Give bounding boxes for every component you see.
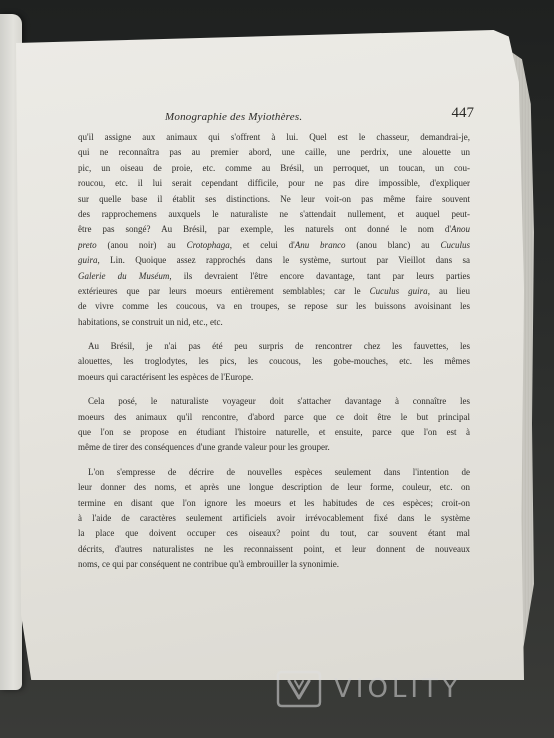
- body-text: [78, 130, 470, 582]
- text-segment: qui ne reconnaîtra pas au premier abord, une caille, une perdrix, une alouette un: [78, 147, 470, 158]
- text-line: [78, 526, 470, 541]
- text-segment: leur donner des noms, et après une longue description de leur forme, couleur, etc. on: [78, 482, 470, 493]
- text-segment: , ils devraient l'être encore davantage, tant par leurs parties: [169, 270, 470, 281]
- text-segment: des rapprochemens auxquels le naturaliste ne s'attendait nullement, et auquel peut-: [78, 208, 470, 219]
- text-line: [78, 176, 470, 191]
- text-line: [78, 192, 470, 207]
- text-segment: roucou, etc. il lui serait cependant difficile, pour ne pas dire impossible, d'expliquer: [78, 178, 470, 189]
- text-segment: noms, ce qui par conséquent ne contribue qu'à embrouiller la synonimie.: [78, 559, 340, 570]
- text-line: [78, 145, 470, 160]
- text-segment: que l'on se propose en étudiant l'histoire naturelle, et ensuite, parce que l'on est à: [78, 427, 470, 438]
- text-segment: alouettes, les troglodytes, les pics, les coucous, les gobe-mouches, etc. les mêmes: [78, 356, 470, 367]
- text-line: [78, 238, 470, 253]
- text-line: [78, 370, 470, 385]
- text-segment: , Lin. Quoique assez rapprochés dans le système, surtout par Vieillot dans sa: [97, 255, 470, 266]
- text-segment: la place que doivent occuper ces oiseaux? point du tout, car souvent étant mal: [78, 528, 470, 539]
- text-line: [78, 394, 470, 409]
- italic-term: guira: [78, 255, 98, 266]
- text-line: [78, 299, 470, 314]
- text-segment: , et celui d': [229, 239, 295, 250]
- italic-term: Anu branco: [294, 239, 346, 250]
- text-segment: sur quelle base il établit ses distinctions. Ne leur voit-on pas même faire souvent: [78, 193, 470, 204]
- text-line: [78, 253, 470, 268]
- text-line: [78, 315, 470, 330]
- text-segment: (anou noir) au: [96, 239, 187, 250]
- italic-term: preto: [78, 239, 97, 250]
- text-segment: de vivre comme les coucous, va en troupes, se repose sur les buissons avoisinant les: [78, 301, 470, 312]
- violity-logo-icon: [276, 670, 322, 708]
- italic-term: Galerie du Muséum: [78, 270, 170, 281]
- text-segment: termine en disant que l'on ignore les moeurs et les habitudes de ces espèces; croit-on: [78, 497, 470, 508]
- paragraph: [78, 394, 470, 456]
- text-line: [78, 284, 470, 299]
- paragraph: [78, 465, 470, 573]
- text-segment: pic, un oiseau de proie, etc. comme au Brésil, un perroquet, un toucan, un cou-: [78, 162, 470, 173]
- text-line: [78, 496, 470, 511]
- text-segment: , au lieu: [427, 285, 470, 296]
- text-line: [78, 130, 470, 145]
- text-segment: (anou blanc) au: [345, 239, 441, 250]
- page-header: [70, 105, 490, 131]
- text-segment: moeurs des animaux qu'il rencontre, d'abord parce que ce doit être le but principal: [78, 411, 470, 422]
- text-line: [78, 425, 470, 440]
- text-line: [78, 269, 470, 284]
- text-segment: Au Brésil, je n'ai pas été peu surpris de rencontrer chez les fauvettes, les: [88, 341, 470, 352]
- italic-term: Anou: [451, 224, 470, 235]
- text-line: [78, 410, 470, 425]
- text-line: [78, 542, 470, 557]
- italic-term: Cuculus: [440, 239, 470, 250]
- text-line: [78, 354, 470, 369]
- text-line: [78, 440, 470, 455]
- text-line: [78, 207, 470, 222]
- text-line: [78, 480, 470, 495]
- text-segment: décrits, d'autres naturalistes ne les reconnaissent point, et leur donnent de nouveaux: [78, 543, 470, 554]
- text-segment: être pas songé? Au Brésil, par exemple, les naturels ont donné le nom d': [78, 224, 451, 235]
- page-number: 447: [451, 105, 474, 121]
- text-segment: même de tirer des conséquences d'une grande valeur pour les grouper.: [78, 442, 330, 453]
- paragraph: [78, 130, 470, 330]
- text-line: [78, 339, 470, 354]
- italic-term: Cuculus guira: [369, 285, 428, 296]
- watermark: [276, 668, 506, 712]
- text-line: [78, 557, 470, 572]
- text-line: [78, 511, 470, 526]
- text-segment: Cela posé, le naturaliste voyageur doit s'attacher davantage à connaître les: [88, 396, 470, 407]
- text-line: [78, 465, 470, 480]
- text-segment: à l'aide de caractères seulement artificiels avoir irrévocablement fixé dans le système: [78, 512, 470, 523]
- text-line: [78, 161, 470, 176]
- paragraph: [78, 339, 470, 385]
- text-line: [78, 222, 470, 237]
- text-segment: qu'il assigne aux animaux qui s'offrent à lui. Quel est le chasseur, demandrai-je,: [78, 132, 470, 142]
- text-segment: habitations, se construit un nid, etc., etc.: [78, 316, 223, 327]
- text-segment: moeurs qui caractérisent les espèces de l'Europe.: [78, 371, 254, 382]
- watermark-text: VIOLITY: [334, 674, 462, 704]
- text-segment: extérieures que par leurs moeurs entièrement semblables; car le: [78, 285, 370, 296]
- italic-term: Crotophaga: [186, 239, 230, 250]
- text-segment: L'on s'empresse de décrire de nouvelles espèces seulement dans l'intention de: [88, 466, 470, 477]
- running-title: Monographie des Myiothères.: [165, 111, 303, 123]
